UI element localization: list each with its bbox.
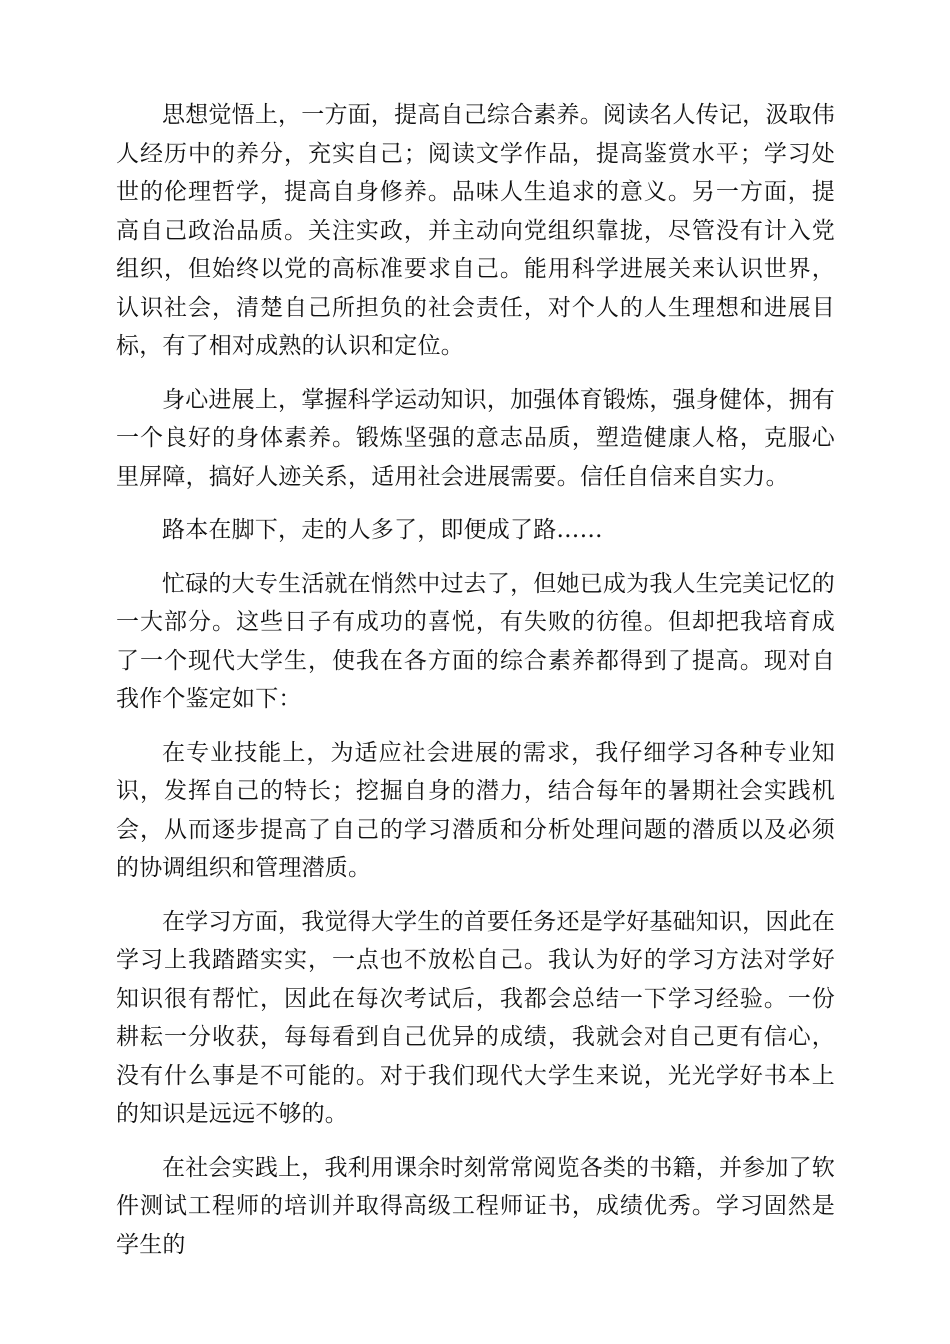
paragraph-professional-skills: 在专业技能上，为适应社会进展的需求，我仔细学习各种专业知识，发挥自己的特长；挖掘自身的潜力，结合每年的暑期社会实践机会，从而逐步提高了自己的学习潜质和分析处理问题的潜质以及必须的协调组织和管理潜质。 — [116, 739, 835, 881]
document-page — [116, 96, 835, 1279]
paragraph-physical-mental: 身心进展上，掌握科学运动知识，加强体育锻炼，强身健体，拥有一个良好的身体素养。锻炼坚强的意志品质，塑造健康人格，克服心里屏障，搞好人迹关系，适用社会进展需要。信任自信来自实力。 — [116, 386, 835, 490]
paragraph-ideology: 思想觉悟上，一方面，提高自己综合素养。阅读名人传记，汲取伟人经历中的养分，充实自己；阅读文学作品，提高鉴赏水平；学习处世的伦理哲学，提高自身修养。品味人生追求的意义。另一方面，提高自己政治品质。关注实政，并主动向党组织靠拢，尽管没有计入党组织，但始终以党的高标准要求自己。能用科学进展关来认识世界，认识社会，清楚自己所担负的社会责任，对个人的人生理想和进展目标，有了相对成熟的认识和定位。 — [116, 102, 835, 359]
paragraph-road-quote: 路本在脚下，走的人多了，即便成了路…… — [162, 517, 603, 543]
paragraph-study: 在学习方面，我觉得大学生的首要任务还是学好基础知识，因此在学习上我踏踏实实，一点也不放松自己。我认为好的学习方法对学好知识很有帮忙，因此在每次考试后，我都会总结一下学习经验。一份耕耘一分收获，每每看到自己优异的成绩，我就会对自己更有信心，没有什么事是不可能的。对于我们现代大学生来说，光光学好书本上的知识是远远不够的。 — [116, 908, 835, 1127]
paragraph-college-life: 忙碌的大专生活就在悄然中过去了，但她已成为我人生完美记忆的一大部分。这些日子有成功的喜悦，有失败的彷徨。但却把我培育成了一个现代大学生，使我在各方面的综合素养都得到了提高。现对自我作个鉴定如下： — [116, 570, 835, 712]
paragraph-social-practice: 在社会实践上，我利用课余时刻常常阅览各类的书籍，并参加了软件测试工程师的培训并取得高级工程师证书，成绩优秀。学习固然是学生的 — [116, 1154, 835, 1258]
